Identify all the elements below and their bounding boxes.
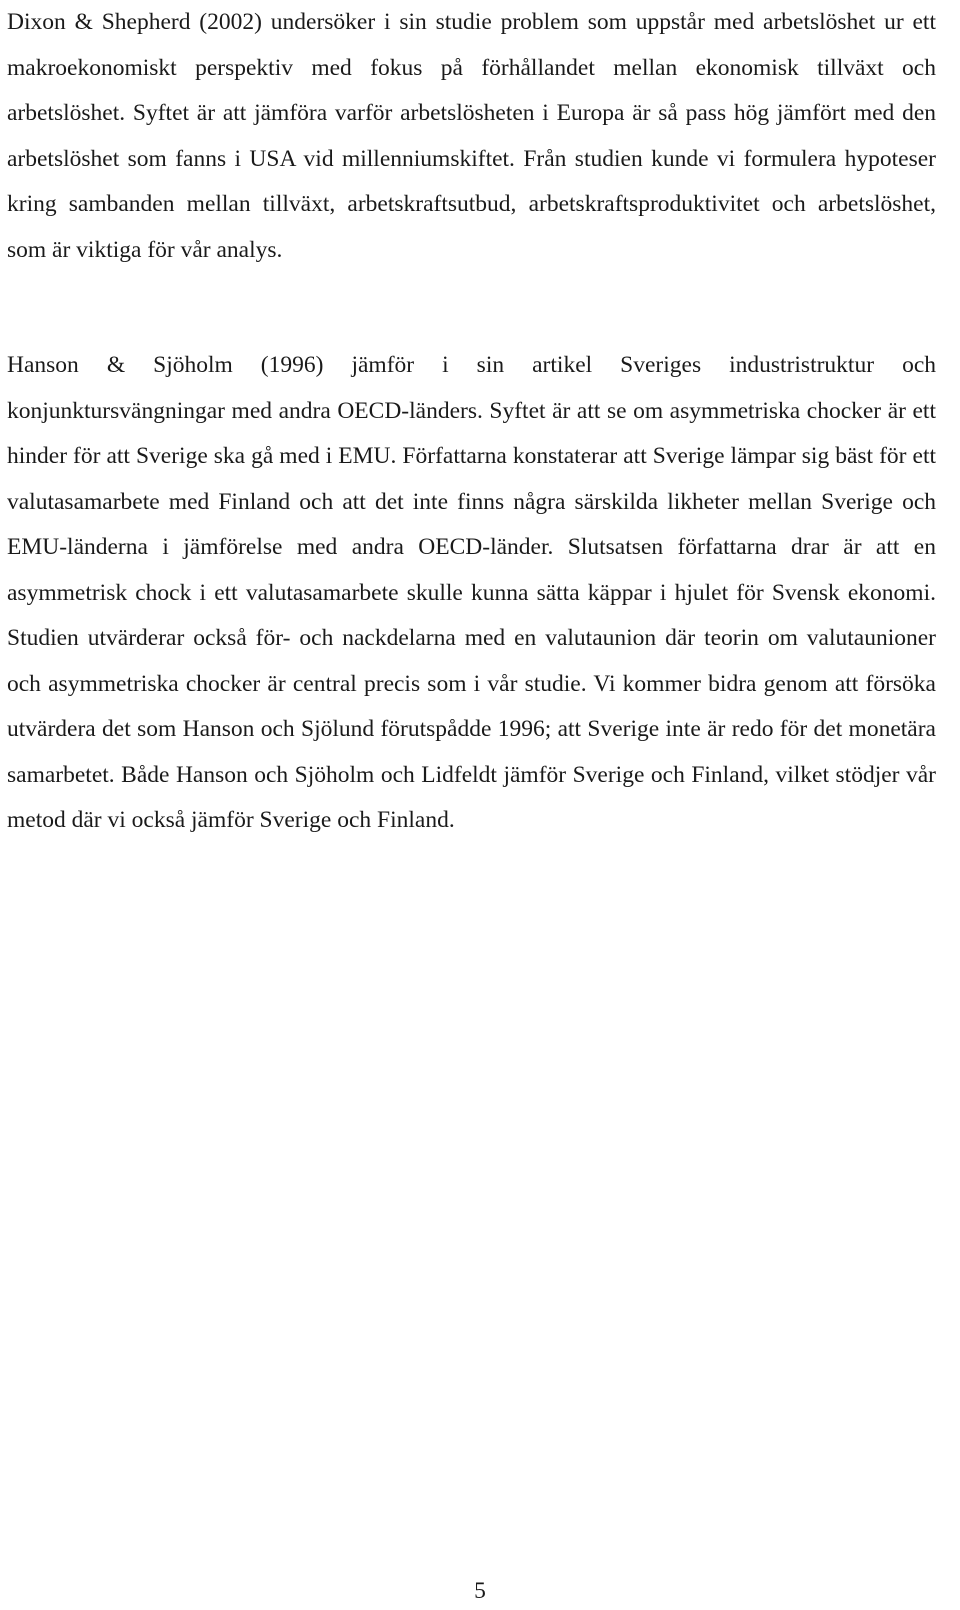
paragraph-dixon-shepherd: Dixon & Shepherd (2002) undersöker i sin studie problem som uppstår med arbetslöshet ur ett makroekonomiskt perspektiv med fokus på förhållandet mellan ekonomisk tillväxt och arbetslöshet. Syftet är att jämföra varför arbetslösheten i Europa är så pass hög jämfört med den arbetslöshet som fanns i USA vid millenniumskiftet. Från studien kunde vi formulera hypoteser kring sambanden mellan tillväxt, arbetskraftsutbud, arbetskraftsproduktivitet och arbetslöshet, som är viktiga för vår analys.: [7, 9, 936, 263]
paragraph-hanson-sjoholm: Hanson & Sjöholm (1996) jämför i sin artikel Sveriges industristruktur och konjunktursvängningar med andra OECD-länders. Syftet är att se om asymmetriska chocker är ett hinder för att Sverige ska gå med i EMU. Författarna konstaterar att Sverige lämpar sig bäst för ett valutasamarbete med Finland och att det inte finns några särskilda likheter mellan Sverige och EMU-länderna i jämförelse med andra OECD-länder. Slutsatsen författarna drar är att en asymmetrisk chock i ett valutasamarbete skulle kunna sätta käppar i hjulet för Svensk ekonomi. Studien utvärderar också för- och nackdelarna med en valutaunion där teorin om valutaunioner och asymmetriska chocker är central precis som i vår studie. Vi kommer bidra genom att försöka utvärdera det som Hanson och Sjölund förutspådde 1996; att Sverige inte är redo för det monetära samarbetet. Både Hanson och Sjöholm och Lidfeldt jämför Sverige och Finland, vilket stödjer vår metod där vi också jämför Sverige och Finland.: [7, 352, 936, 833]
page-number: 5: [474, 1578, 486, 1604]
document-page: [7, 0, 936, 844]
